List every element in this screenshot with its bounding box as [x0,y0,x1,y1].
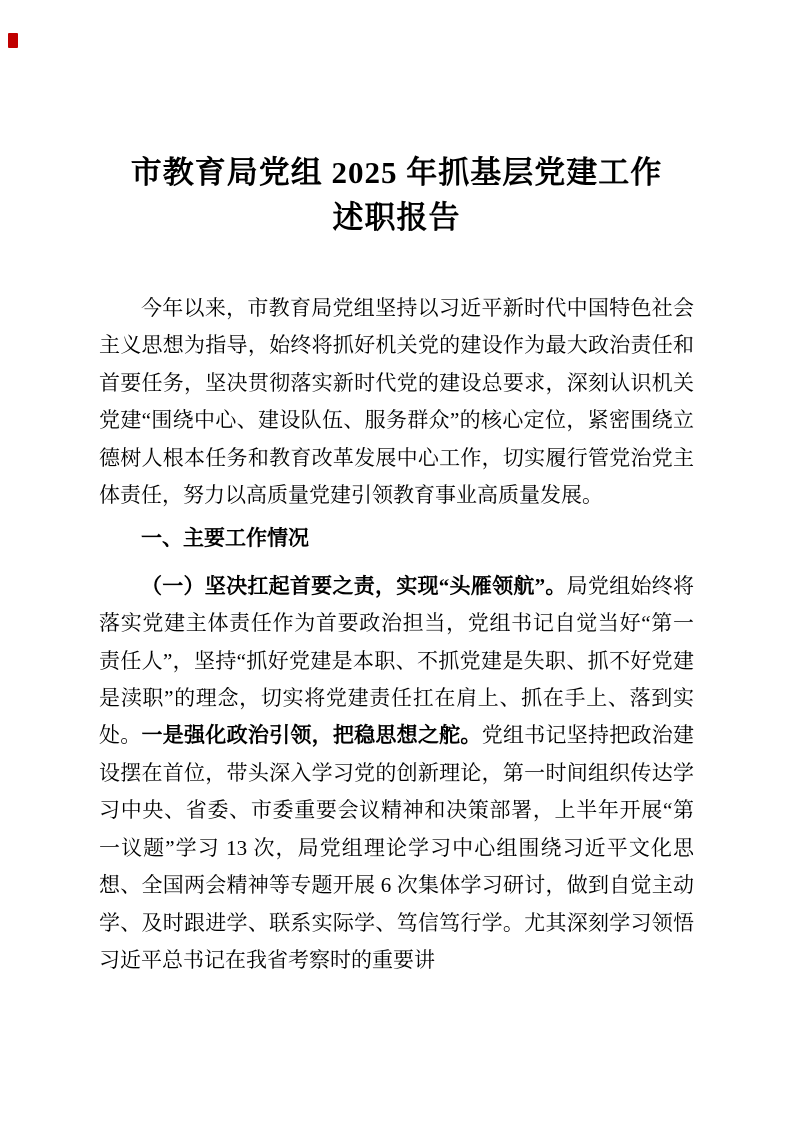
bold-text-run: （一）坚决扛起首要之责，实现“头雁领航”。 [141,573,567,598]
bold-text-run: 一是强化政治引领，把稳思想之舵。 [141,723,482,748]
section-heading [99,520,694,557]
document-title-line-1: 市教育局党组 2025 年抓基层党建工作 [130,155,663,190]
paragraph [99,568,694,979]
text-run: 党组书记坚持把政治建设摆在首位，带头深入学习党的创新理论，第一时间组织传达学习中央、省委、市委重要会议精神和决策部署，上半年开展“第一议题”学习 13 次，局党组理论学习中心组围绕习近平文化思想、全国两会精神等专题开展 6 次集体学习研讨，做到自觉主动学、及时跟进学、联系实际学、笃信笃行学。尤其深刻学习领悟习近平总书记在我省考察时的重要讲 [99,723,695,972]
text-run: 局党组始终将落实党建主体责任作为首要政治担当，党组书记自觉当好“第一责任人”，坚持“抓好党建是本职、不抓党建是失职、抓不好党建是渎职”的理念，切实将党建责任扛在肩上、抓在手上、落到实处。 [99,573,695,748]
document-title-line-2: 述职报告 [332,200,461,235]
document-content [99,150,694,979]
document-body [99,290,694,979]
paragraph [99,290,694,514]
document-title [99,150,694,240]
text-run: 今年以来，市教育局党组坚持以习近平新时代中国特色社会主义思想为指导，始终将抓好机关党的建设作为最大政治责任和首要任务，坚决贯彻落实新时代党的建设总要求，深刻认识机关党建“围绕中心、建设队伍、服务群众”的核心定位，紧密围绕立德树人根本任务和教育改革发展中心工作，切实履行管党治党主体责任，努力以高质量党建引领教育事业高质量发展。 [99,296,694,508]
bold-text-run: 一、主要工作情况 [141,527,309,551]
red-flag-marker [8,33,18,48]
